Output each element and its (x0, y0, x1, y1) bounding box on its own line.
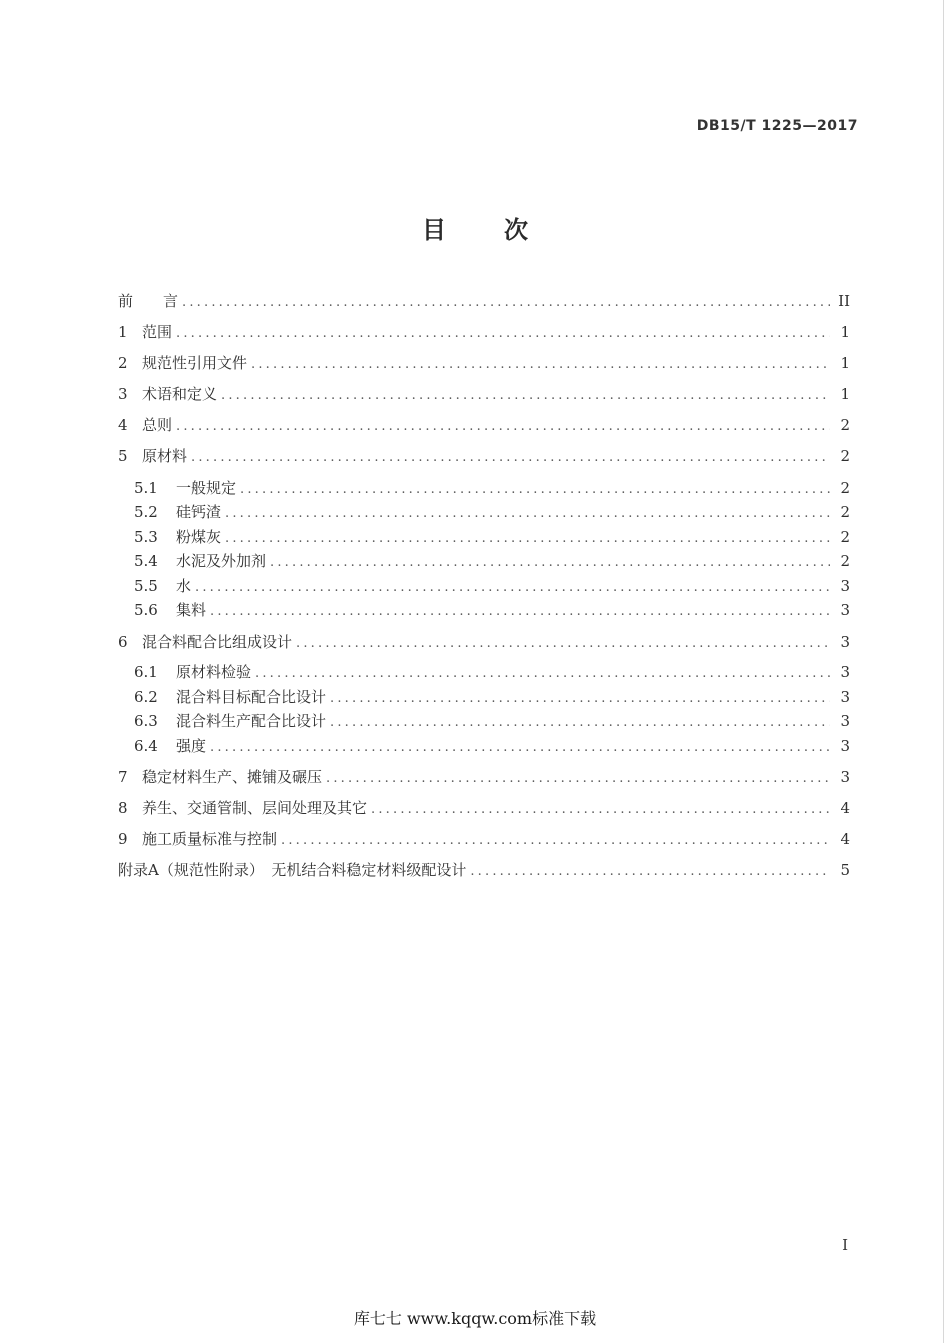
toc-entry-title: 总则 (142, 416, 173, 434)
toc-entry-6-1[interactable] (134, 660, 850, 684)
toc-entry-page: 3 (840, 663, 850, 681)
toc-leader-dots (270, 551, 830, 575)
toc-entry-number: 6.2 (134, 688, 158, 706)
toc-entry-title: 强度 (176, 737, 207, 755)
toc-entry-6[interactable] (118, 630, 850, 654)
toc-entry-page: 5 (840, 861, 850, 879)
toc-entry-foreword[interactable] (118, 289, 850, 313)
toc-entry-number: 5.2 (134, 503, 158, 521)
toc-entry-title: 范围 (142, 323, 173, 341)
toc-entry-title: 一般规定 (176, 479, 237, 497)
toc-entry-number: 1 (118, 323, 128, 341)
toc-entry-number: 5 (118, 447, 128, 465)
toc-entry-page: 2 (840, 447, 850, 465)
toc-entry-page: 3 (840, 633, 850, 651)
toc-leader-dots (176, 322, 830, 346)
toc-entry-2[interactable] (118, 351, 850, 375)
toc-entry-title: 附录A（规范性附录） 无机结合料稳定材料级配设计 (118, 861, 467, 879)
toc-entry-title: 前 言 (118, 292, 179, 310)
toc-entry-title: 施工质量标准与控制 (142, 830, 278, 848)
toc-entry-page: 4 (840, 830, 850, 848)
toc-leader-dots (225, 527, 830, 551)
toc-entry-5-1[interactable] (134, 476, 850, 500)
toc-entry-page: 2 (840, 479, 850, 497)
toc-entry-page: 1 (840, 354, 850, 372)
toc-leader-dots (470, 860, 830, 884)
toc-entry-5-3[interactable] (134, 525, 850, 549)
toc-entry-3[interactable] (118, 382, 850, 406)
toc-entry-number: 6 (118, 633, 128, 651)
toc-entry-number: 5.5 (134, 577, 158, 595)
toc-entry-page: 1 (840, 385, 850, 403)
toc-entry-5-6[interactable] (134, 598, 850, 622)
toc-entry-9[interactable] (118, 827, 850, 851)
toc-entry-title: 养生、交通管制、层间处理及其它 (142, 799, 368, 817)
download-watermark: 库七七 www.kqqw.com标准下载 (353, 1309, 597, 1328)
toc-leader-dots (255, 662, 830, 686)
toc-leader-dots (210, 736, 830, 760)
toc-entry-page: 2 (840, 528, 850, 546)
toc-entry-title: 术语和定义 (142, 385, 218, 403)
toc-entry-title: 稳定材料生产、摊铺及碾压 (142, 768, 323, 786)
toc-leader-dots (221, 384, 830, 408)
toc-entry-6-3[interactable] (134, 709, 850, 733)
toc-entry-6-4[interactable] (134, 734, 850, 758)
toc-entry-title: 原材料检验 (176, 663, 252, 681)
toc-entry-page: 3 (840, 712, 850, 730)
toc-entry-title: 原材料 (142, 447, 188, 465)
toc-entry-page: 3 (840, 688, 850, 706)
toc-entry-number: 5.6 (134, 601, 158, 619)
toc-entry-6-2[interactable] (134, 685, 850, 709)
toc-entry-number: 8 (118, 799, 128, 817)
toc-leader-dots (240, 478, 830, 502)
toc-entry-title: 硅钙渣 (176, 503, 222, 521)
toc-entry-title: 集料 (176, 601, 207, 619)
toc-title: 目次 (422, 216, 586, 244)
toc-entry-5-5[interactable] (134, 574, 850, 598)
toc-leader-dots (225, 502, 830, 526)
toc-entry-number: 5.3 (134, 528, 158, 546)
toc-entry-number: 5.1 (134, 479, 158, 497)
toc-entry-number: 4 (118, 416, 128, 434)
toc-entry-8[interactable] (118, 796, 850, 820)
toc-leader-dots (210, 600, 830, 624)
document-code: DB15/T 1225—2017 (696, 118, 858, 134)
toc-leader-dots (176, 415, 830, 439)
toc-entry-number: 5.4 (134, 552, 158, 570)
toc-entry-5-4[interactable] (134, 549, 850, 573)
toc-entry-page: 2 (840, 552, 850, 570)
toc-entry-page: 3 (840, 768, 850, 786)
toc-entry-5-2[interactable] (134, 500, 850, 524)
toc-entry-5[interactable] (118, 444, 850, 468)
toc-entry-appendix-a[interactable] (118, 858, 850, 882)
toc-leader-dots (326, 767, 830, 791)
toc-entry-number: 9 (118, 830, 128, 848)
toc-leader-dots (330, 711, 830, 735)
toc-entry-page: 3 (840, 577, 850, 595)
toc-leader-dots (251, 353, 830, 377)
toc-entry-number: 7 (118, 768, 128, 786)
toc-leader-dots (195, 576, 830, 600)
toc-entry-title: 水泥及外加剂 (176, 552, 267, 570)
toc-entry-page: 1 (840, 323, 850, 341)
toc-entry-page: 2 (840, 416, 850, 434)
toc-entry-title: 混合料生产配合比设计 (176, 712, 327, 730)
toc-entry-page: 3 (840, 737, 850, 755)
toc-entry-title: 规范性引用文件 (142, 354, 248, 372)
toc-entry-number: 6.3 (134, 712, 158, 730)
toc-leader-dots (296, 632, 830, 656)
toc-entry-number: 2 (118, 354, 128, 372)
toc-entry-title: 混合料目标配合比设计 (176, 688, 327, 706)
toc-leader-dots (371, 798, 830, 822)
toc-entry-1[interactable] (118, 320, 850, 344)
toc-leader-dots (191, 446, 830, 470)
toc-entry-page: II (838, 292, 850, 310)
page-number: I (842, 1236, 848, 1254)
toc-entry-4[interactable] (118, 413, 850, 437)
toc-entry-number: 6.4 (134, 737, 158, 755)
toc-entry-number: 3 (118, 385, 128, 403)
toc-entry-title: 水 (176, 577, 192, 595)
toc-entry-7[interactable] (118, 765, 850, 789)
toc-leader-dots (330, 687, 830, 711)
toc-entry-page: 3 (840, 601, 850, 619)
toc-entry-title: 粉煤灰 (176, 528, 222, 546)
toc-entry-number: 6.1 (134, 663, 158, 681)
toc-entry-page: 2 (840, 503, 850, 521)
toc-leader-dots (281, 829, 830, 853)
toc-entry-page: 4 (840, 799, 850, 817)
toc-entry-title: 混合料配合比组成设计 (142, 633, 293, 651)
toc-leader-dots (182, 291, 830, 315)
